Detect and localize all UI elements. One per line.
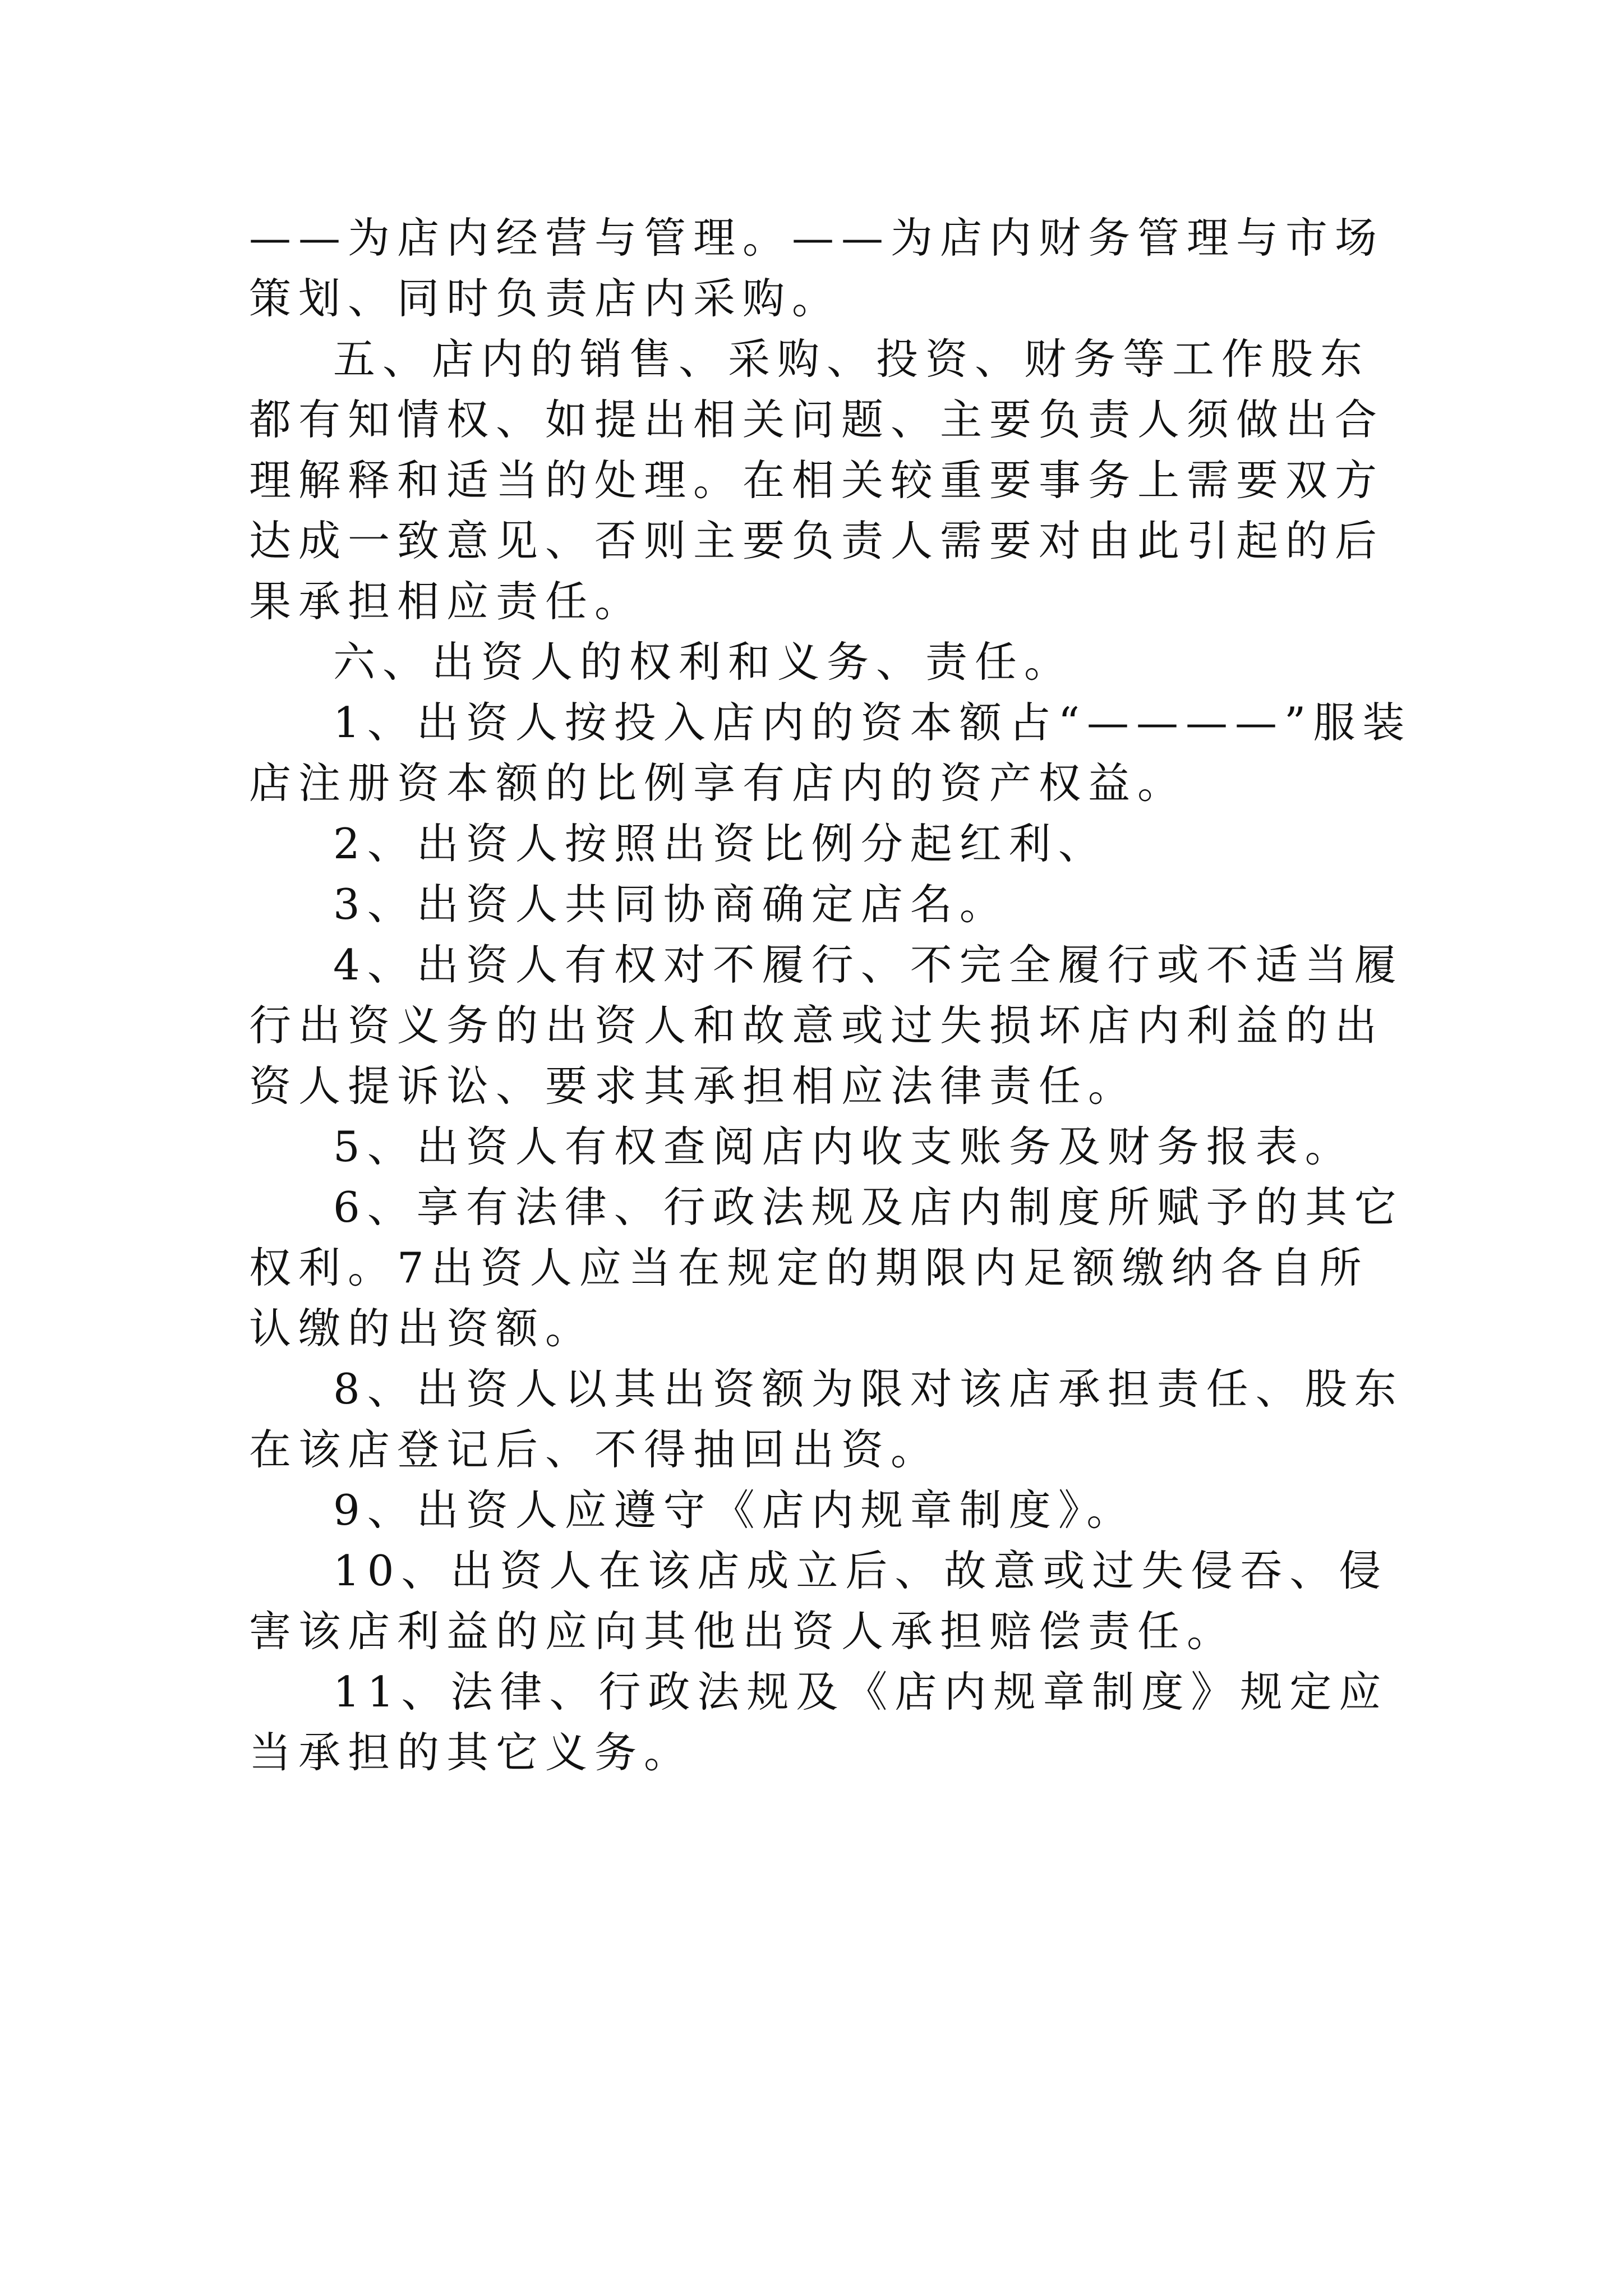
paragraph: 11、法律、行政法规及《店内规章制度》规定应当承担的其它义务。 xyxy=(249,1667,1389,1777)
paragraph: 1、出资人按投入店内的资本额占“————”服装店注册资本额的比例享有店内的资产权益。 xyxy=(249,698,1412,808)
paragraph: 2、出资人按照出资比例分起红利、 xyxy=(333,819,1108,868)
paragraph: 六、出资人的权利和义务、责任。 xyxy=(333,637,1074,687)
paragraph: 3、出资人共同协商确定店名。 xyxy=(333,880,1009,929)
paragraph: ——为店内经营与管理。——为店内财务管理与市场策划、同时负责店内采购。 xyxy=(249,213,1385,323)
paragraph: 五、店内的销售、采购、投资、财务等工作股东都有知情权、如提出相关问题、主要负责人须做出合理解释和适当的处理。在相关较重要事务上需要双方达成一致意见、否则主要负责人需要对由此引起的后果承担相应责任。 xyxy=(249,334,1385,626)
paragraph: 4、出资人有权对不履行、不完全履行或不适当履行出资义务的出资人和故意或过失损坏店内利益的出资人提诉讼、要求其承担相应法律责任。 xyxy=(249,940,1404,1111)
paragraph: 10、出资人在该店成立后、故意或过失侵吞、侵害该店利益的应向其他出资人承担赔偿责任。 xyxy=(249,1546,1389,1656)
document-body xyxy=(249,208,1415,1783)
paragraph: 8、出资人以其出资额为限对该店承担责任、股东在该店登记后、不得抽回出资。 xyxy=(249,1364,1404,1474)
paragraph: 5、出资人有权查阅店内收支账务及财务报表。 xyxy=(333,1122,1354,1171)
paragraph: 6、享有法律、行政法规及店内制度所赋予的其它权利。7出资人应当在规定的期限内足额缴纳各自所认缴的出资额。 xyxy=(249,1182,1404,1353)
paragraph: 9、出资人应遵守《店内规章制度》。 xyxy=(333,1485,1136,1535)
